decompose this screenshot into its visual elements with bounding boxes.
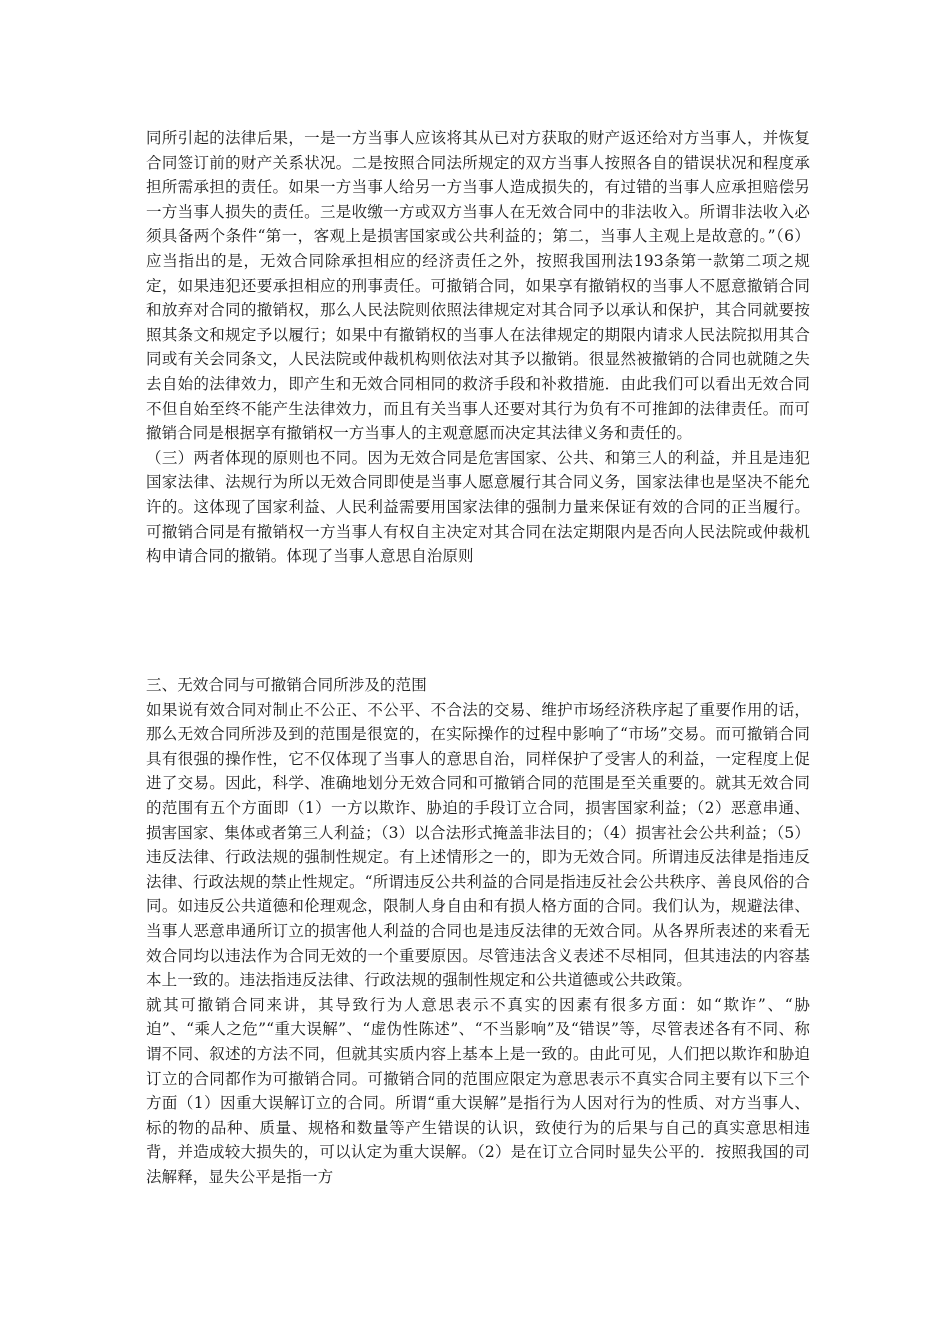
paragraph-revocable-contract-scope: 就其可撤销合同来讲，其导致行为人意思表示不真实的因素有很多方面：如“欺诈”、“胁迫”、“乘人之危”“重大误解”、“虚伪性陈述”、“不当影响”及“错误”等，尽管表述各有不同、称谓不同、叙述的方法不同，但就其实质内容上基本上是一致的。由此可见，人们把以欺诈和胁迫订立的合同都作为可撤销合同。可撤销合同的范围应限定为意思表示不真实合同主要有以下三个方面（1）因重大误解订立的合同。所谓“重大误解”是指行为人因对行为的性质、对方当事人、标的物的品种、质量、规格和数量等产生错误的认识，致使行为的后果与自己的真实意思相违背，并造成较大损失的，可以认定为重大误解。（2）是在订立合同时显失公平的．按照我国的司法解释，显失公平是指一方 bbox=[146, 995, 810, 1186]
section-heading: 三、无效合同与可撤销合同所涉及的范围 bbox=[146, 676, 427, 694]
paragraph-void-contract-scope: 如果说有效合同对制止不公正、不公平、不合法的交易、维护市场经济秩序起了重要作用的话，那么无效合同所涉及到的范围是很宽的，在实际操作的过程中影响了“市场”交易。而可撤销合同具有很强的操作性，它不仅体现了当事人的意思自治，同样保护了受害人的利益，一定程度上促进了交易。因此，科学、准确地划分无效合同和可撤销合同的范围是至关重要的。就其无效合同的范围有五个方面即（1）一方以欺诈、胁迫的手段订立合同，损害国家利益；（2）恶意串通、损害国家、集体或者第三人利益；（3）以合法形式掩盖非法目的；（4）损害社会公共利益；（5）违反法律、行政法规的强制性规定。有上述情形之一的，即为无效合同。所谓违反法律是指违反法律、行政法规的禁止性规定。“所谓违反公共利益的合同是指违反社会公共秩序、善良风俗的合同。如违反公共道德和伦理观念，限制人身自由和有损人格方面的合同。我们认为，规避法律、当事人恶意串通所订立的损害他人利益的合同也是违反法律的无效合同。从各界所表述的来看无效合同均以违法作为合同无效的一个重要原因。尽管违法含义表述不尽相同，但其违法的内容基本上一致的。违法指违反法律、行政法规的强制性规定和公共道德或公共政策。 bbox=[146, 700, 810, 990]
top-text-block bbox=[146, 126, 810, 569]
bottom-text-block bbox=[146, 673, 810, 1189]
paragraph-legal-consequences: 同所引起的法律后果，一是一方当事人应该将其从已对方获取的财产返还给对方当事人，并恢复合同签订前的财产关系状况。二是按照合同法所规定的双方当事人按照各自的错误状况和程度承担所需承担的责任。如果一方当事人给另一方当事人造成损失的，有过错的当事人应承担赔偿另一方当事人损失的责任。三是收缴一方或双方当事人在无效合同中的非法收入。所谓非法收入必须具备两个条件“第一，客观上是损害国家或公共利益的；第二，当事人主观上是故意的。”（6）应当指出的是，无效合同除承担相应的经济责任之外，按照我国刑法193条第一款第二项之规定，如果违犯还要承担相应的刑事责任。可撤销合同，如果享有撤销权的当事人不愿意撤销合同和放弃对合同的撤销权，那么人民法院则依照法律规定对其合同予以承认和保护，其合同就要按照其条文和规定予以履行；如果中有撤销权的当事人在法律规定的期限内请求人民法院拟用其合同或有关会同条文，人民法院或仲裁机构则依法对其予以撤销。很显然被撤销的合同也就随之失去自始的法律效力，即产生和无效合同相同的救济手段和补救措施．由此我们可以看出无效合同不但自始至终不能产生法律效力，而且有关当事人还要对其行为负有不可推卸的法律责任。而可撤销合同是根据享有撤销权一方当事人的主观意愿而决定其法律义务和责任的。 bbox=[146, 129, 810, 443]
paragraph-principles: （三）两者体现的原则也不同。因为无效合同是危害国家、公共、和第三人的利益，并且是违犯国家法律、法规行为所以无效合同即使是当事人愿意履行其合同义务，国家法律也是坚决不能允许的。这体现了国家利益、人民利益需要用国家法律的强制力量来保证有效的合同的正当履行。可撤销合同是有撤销权一方当事人有权自主决定对其合同在法定期限内是否向人民法院或仲裁机构申请合同的撤销。体现了当事人意思自治原则 bbox=[146, 448, 810, 566]
